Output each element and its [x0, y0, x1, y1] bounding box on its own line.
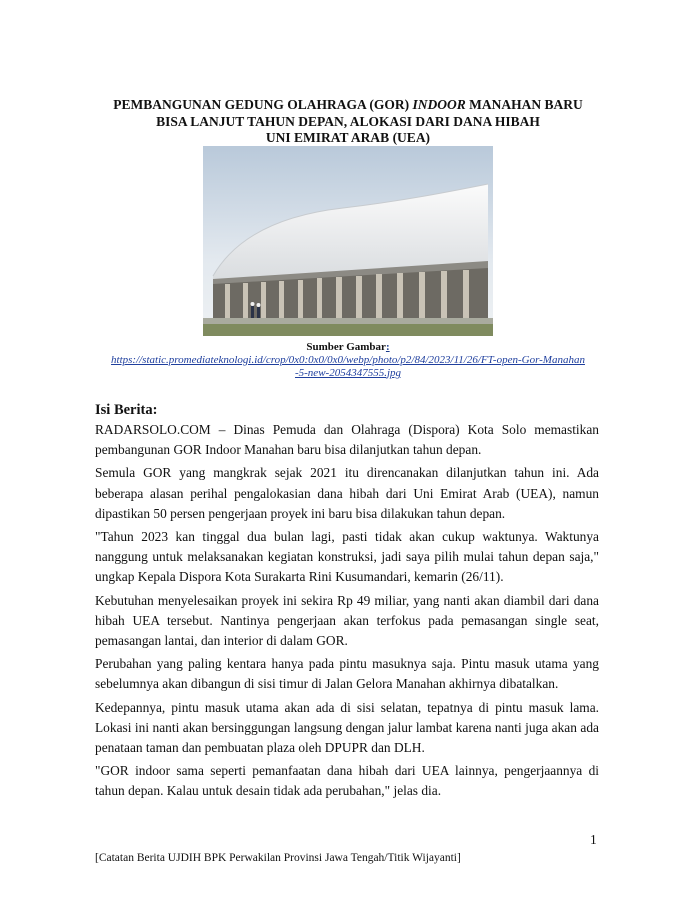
paragraph: "GOR indoor sama seperti pemanfaatan dana hibah dari UEA lainnya, pengerjaannya di tahun depan. Kalau untuk desain tidak ada perubahan," jelas dia. [95, 763, 599, 799]
image-source-colon: : [385, 341, 390, 353]
paragraph: Semula GOR yang mangkrak sejak 2021 itu direncanakan dilanjutkan tahun ini. Ada beberapa alasan perihal pengalokasian dana hibah dari Uni Emirat Arab (UEA), namun dipastikan 50 persen pengerjaan proyek ini baru bisa dilakukan tahun depan. [95, 465, 599, 521]
article-body [95, 420, 599, 805]
image-source-link[interactable]: https://static.promediateknologi.id/crop/0x0:0x0/0x0/webp/photo/p2/84/2023/11/26/FT-open-Gor-Manahan-5-new-2054347555.jpg [111, 354, 585, 379]
paragraph: Kedepannya, pintu masuk utama akan ada di sisi selatan, tepatnya di pintu masuk lama. Lokasi ini nanti akan bersinggungan langsung dengan jalur lambat karena nanti juga akan ada penataan taman dan pembuatan plaza oleh DPUPR dan DLH. [95, 699, 599, 756]
title-line-1-part-c: MANAHAN BARU [465, 97, 583, 112]
title-line-3: UNI EMIRAT ARAB (UEA) [265, 130, 431, 145]
stadium-photo [203, 146, 493, 336]
stadium-photo-illustration [203, 146, 493, 336]
title-line-1-part-a: PEMBANGUNAN GEDUNG OLAHRAGA (GOR) [113, 97, 413, 112]
paragraph: Kebutuhan menyelesaikan proyek ini sekira Rp 49 miliar, yang nanti akan diambil dari dana hibah UEA tersebut. Nantinya pengerjaan akan terfokus pada pemasangan single seat, pemasangan lantai, dan interior di dalam GOR. [95, 592, 599, 649]
document-title [60, 97, 636, 147]
page-footer: [Catatan Berita UJDIH BPK Perwakilan Provinsi Jawa Tengah/Titik Wijayanti] [95, 852, 461, 864]
paragraph: "Tahun 2023 kan tinggal dua bulan lagi, pasti tidak akan cukup waktunya. Waktunya nanggung untuk melaksanakan kegiatan konstruksi, jadi saya pilih mulai tahun depan saja," ungkap Kepala Dispora Kota Surakarta Rini Kusumandari, kemarin (26/11). [95, 529, 599, 585]
paragraph: Perubahan yang paling kentara hanya pada pintu masuknya saja. Pintu masuk utama yang sebelumnya akan dibangun di sisi timur di Jalan Gelora Manahan akhirnya dibatalkan. [95, 656, 599, 692]
title-line-1-italic: INDOOR [412, 97, 466, 112]
paragraph: RADARSOLO.COM – Dinas Pemuda dan Olahraga (Dispora) Kota Solo memastikan pembangunan GOR Indoor Manahan baru bisa dilanjutkan tahun depan. [95, 422, 599, 458]
image-source-label [60, 341, 636, 354]
title-line-1 [60, 97, 636, 114]
section-heading: Isi Berita: [95, 402, 158, 418]
image-source-label-text: Sumber Gambar [306, 341, 386, 353]
page-number: 1 [590, 832, 597, 847]
title-line-2: BISA LANJUT TAHUN DEPAN, ALOKASI DARI DANA HIBAH [156, 113, 540, 129]
